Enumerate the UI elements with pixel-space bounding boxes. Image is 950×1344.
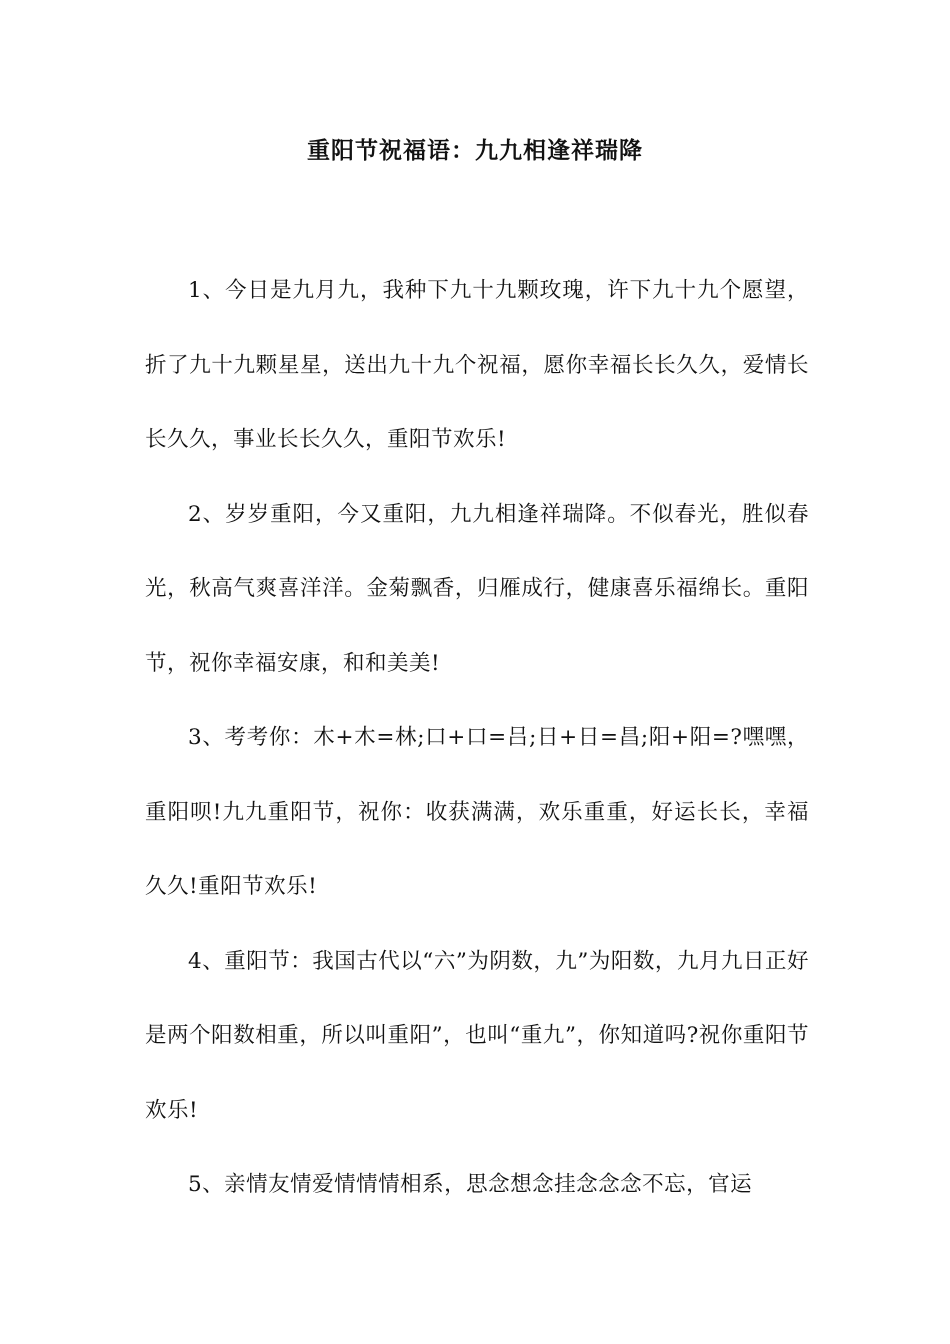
document-body bbox=[145, 254, 809, 1223]
paragraph-1: 1、今日是九月九，我种下九十九颗玫瑰，许下九十九个愿望，折了九十九颗星星，送出九十九个祝福，愿你幸福长长久久，爱情长长久久，事业长长久久，重阳节欢乐! bbox=[145, 278, 809, 452]
paragraph-3: 3、考考你：木+木=林;口+口=吕;日+日=昌;阳+阳=?嘿嘿，重阳呗!九九重阳节，祝你：收获满满，欢乐重重，好运长长，幸福久久!重阳节欢乐! bbox=[145, 725, 809, 899]
paragraph-5: 5、亲情友情爱情情情相系，思念想念挂念念念不忘，官运 bbox=[188, 1172, 753, 1197]
paragraph-2: 2、岁岁重阳，今又重阳，九九相逢祥瑞降。不似春光，胜似春光，秋高气爽喜洋洋。金菊飘香，归雁成行，健康喜乐福绵长。重阳节，祝你幸福安康，和和美美! bbox=[145, 501, 809, 676]
document-title: 重阳节祝福语：九九相逢祥瑞降 bbox=[307, 138, 643, 164]
paragraph-4: 4、重阳节：我国古代以“六”为阴数，九”为阳数，九月九日正好是两个阳数相重，所以叫重阳”，也叫“重九”，你知道吗?祝你重阳节欢乐! bbox=[145, 948, 809, 1123]
